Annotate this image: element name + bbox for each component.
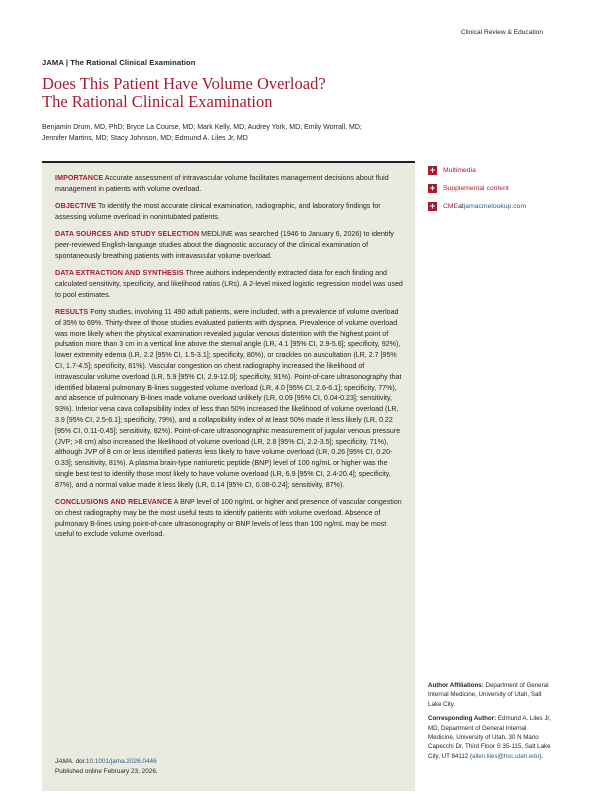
data-sources-heading: DATA SOURCES AND STUDY SELECTION	[55, 230, 200, 239]
citation-doi-line	[55, 757, 395, 767]
affiliations-text: Department of General Internal Medicine, University of Utah, Salt Lake City.	[428, 682, 549, 708]
cme-label: CME	[443, 202, 459, 210]
abstract-objective	[55, 201, 405, 223]
importance-text: Accurate assessment of intravascular volume facilitates management decisions about fluid management in patients with volume overload.	[55, 174, 389, 193]
corresponding-email[interactable]: allen.liles@hsc.utah.edu	[472, 752, 540, 760]
importance-heading: IMPORTANCE	[55, 174, 104, 182]
abstract-extraction	[55, 268, 405, 300]
abstract-results	[55, 307, 405, 491]
multimedia-label: Multimedia	[443, 166, 476, 174]
citation	[55, 757, 395, 777]
doi-link[interactable]: 10.1001/jama.2026.0446	[85, 758, 157, 765]
abstract-data-sources	[55, 229, 405, 261]
supplemental-label: Supplemental content	[443, 184, 509, 192]
cme-at: at	[458, 202, 464, 210]
citation-published: Published online February 23, 2026.	[55, 768, 158, 775]
results-heading: RESULTS	[55, 307, 89, 316]
author-list	[42, 122, 402, 144]
article-subtitle: The Rational Clinical Examination	[42, 92, 273, 111]
abstract-importance	[55, 173, 405, 195]
article-title: Does This Patient Have Volume Overload?	[42, 74, 326, 93]
corresponding-close: ).	[539, 752, 543, 760]
affiliations-block	[428, 681, 553, 709]
plus-icon: +	[429, 182, 436, 193]
abstract-box	[42, 161, 415, 791]
corresponding-author-block	[428, 714, 553, 761]
author-affiliations	[428, 681, 553, 761]
results-text: Forty studies, involving 11 490 adult patients, were included, with a prevalence of volume overload of 35% to 69%. Thirty-three of those studies evaluated patients with dyspnea. Prevalence of volume overload was more likely when the physical examination revealed jugular venous distention with the highest point of pulsation more than 3 cm in a vertical line above the sternal angle (LR, 4.1 [95% CI, 2.9-5.6]; specificity, 92%), lower extremity edema (LR, 2.2 [95% CI, 1.5-3.1]; specificity, 80%), or crackles on auscultation (LR, 2.7 [95% CI, 1.7-4.5]; specificity, 81%). Vascular congestion on chest radiography increased the likelihood of intravascular volume overload (LR, 5.9 [95% CI, 2.9-12.0]; specificity, 91%). Point-of-care ultrasonography that identified bilateral pulmonary B-lines suggested volume overload (LR, 4.0 [95% CI, 2.6-6.1]; specificity, 77%), and absence of pulmonary B-lines made volume overload unlikely (LR, 0.09 [95% CI, 0.04-0.23]; sensitivity, 93%). Inferior vena cava collapsibility index of less than 50% increased the likelihood of volume overload (LR, 3.9 [95% CI, 2.5-6.1]; specificity, 79%), and a collapsibility index of at least 50% made it less likely (LR, 0.22 [95% CI, 0.11-0.45]; sensitivity, 82%). Point-of-care ultrasonographic measurement of jugular venous pressure (JVP; >8 cm) also increased the likelihood of volume overload (LR, 2.8 [95% CI, 2.2-3.5]; specificity, 71%), although JVP of 8 cm or less identified patients less likely to have volume overload (LR, 0.26 [95% CI, 0.20-0.33]; sensitivity, 81%). A plasma brain-type natriuretic peptide (BNP) level of 100 ng/mL or higher was the single best test to identify those most likely to have volume overload (LR, 6.9 [95% CI, 2.4-20.4]; specificity, 87%), and a normal value made it less likely (LR, 0.14 [95% CI, 0.08-0.24]; sensitivity, 87%).	[55, 307, 402, 489]
supplemental-content-link[interactable]	[428, 179, 558, 197]
affiliations-label: Author Affiliations:	[428, 682, 484, 689]
extraction-text: Three authors independently extracted data for each finding and calculated sensitivity, specificity, and likelihood ratios (LRs). A 2-level mixed logistic regression model was used to pool estimates.	[55, 269, 403, 299]
authors-line-1: Benjamin Drum, MD, PhD; Bryce La Course, MD; Mark Kelly, MD; Audrey York, MD; Emily Worrall, MD;	[42, 124, 362, 131]
multimedia-link[interactable]	[428, 161, 558, 179]
corresponding-label: Corresponding Author:	[428, 715, 497, 723]
plus-icon: +	[429, 200, 436, 211]
citation-doi-prefix: doi:	[73, 758, 86, 765]
journal-line: JAMA | The Rational Clinical Examination	[42, 58, 196, 67]
objective-text: To identify the most accurate clinical examination, radiographic, and laboratory findings for assessing volume overload in nonintubated patients.	[55, 202, 381, 221]
conclusions-text: A BNP level of 100 ng/mL or higher and presence of vascular congestion on chest radiography may be the most useful tests to identify patients with volume overload. Absence of pulmonary B-lines using point-of-care ultrasonography or BNP levels of less than 100 ng/mL may be most useful to exclude volume overload.	[55, 498, 402, 539]
abstract-conclusions	[55, 497, 405, 540]
corresponding-text: Edmund A. Liles Jr, MD, Department of General Internal Medicine, University of Utah, 30 N Mario Capecchi Dr, Third Floor S 35-115, Salt Lake City, UT 84112 (	[428, 715, 551, 760]
plus-icon: +	[429, 164, 436, 175]
abstract-content	[55, 173, 405, 547]
extraction-heading: DATA EXTRACTION AND SYNTHESIS	[55, 269, 184, 278]
sidebar	[428, 161, 558, 215]
authors-line-2: Jennifer Martins, MD; Stacy Johnson, MD; Edmund A. Liles Jr, MD	[42, 135, 248, 142]
citation-journal: JAMA.	[55, 758, 74, 765]
conclusions-heading: CONCLUSIONS AND RELEVANCE	[55, 498, 173, 507]
data-sources-text: MEDLINE was searched (1946 to January 6, 2026) to identify peer-reviewed English-language studies about the diagnostic accuracy of the clinical examination of spontaneously breathing patients with intravascular volume overload.	[55, 230, 394, 260]
cme-link[interactable]	[428, 197, 558, 215]
objective-heading: OBJECTIVE	[55, 202, 97, 211]
section-label: Clinical Review & Education	[460, 29, 543, 36]
cme-url[interactable]: jamacmelookup.com	[463, 202, 527, 210]
article-header	[42, 58, 542, 144]
